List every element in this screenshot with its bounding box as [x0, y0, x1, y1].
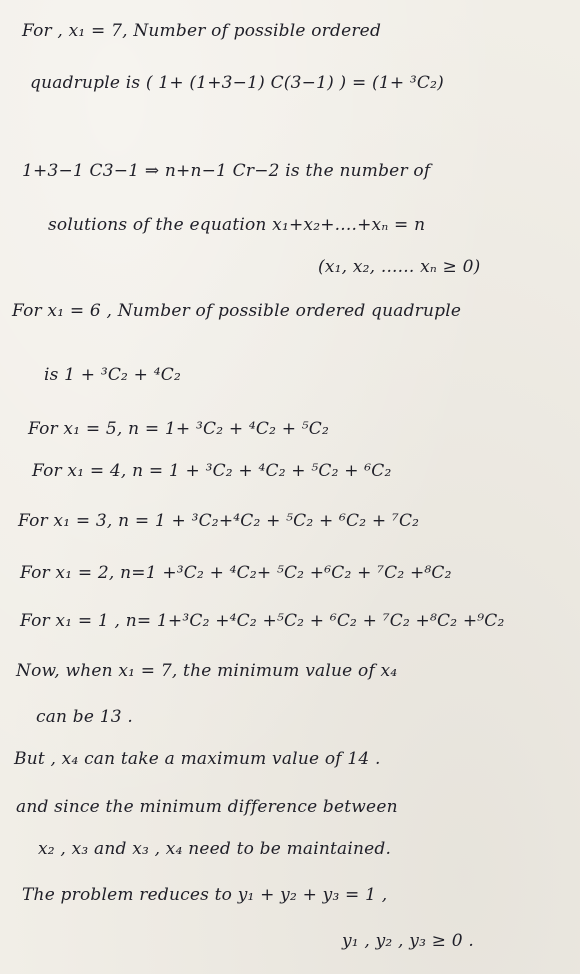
- note-line-8: For x₁ = 5, n = 1+ ³C₂ + ⁴C₂ + ⁵C₂: [28, 419, 329, 439]
- note-line-19: y₁ , y₂ , y₃ ≥ 0 .: [342, 931, 474, 951]
- note-line-2: quadruple is ( 1+ (1+3−1) C(3−1) ) = (1+ ³C₂): [30, 73, 444, 93]
- note-line-12: For x₁ = 1 , n= 1+³C₂ +⁴C₂ +⁵C₂ + ⁶C₂ + ⁷C₂ +⁸C₂ +⁹C₂: [20, 611, 505, 631]
- note-line-6: For x₁ = 6 , Number of possible ordered quadruple: [12, 301, 462, 321]
- note-line-14: can be 13 .: [36, 707, 133, 727]
- note-line-16: and since the minimum difference between: [16, 797, 398, 817]
- note-line-1: For , x₁ = 7, Number of possible ordered: [22, 21, 382, 41]
- note-line-15: But , x₄ can take a maximum value of 14 .: [14, 749, 381, 769]
- note-line-9: For x₁ = 4, n = 1 + ³C₂ + ⁴C₂ + ⁵C₂ + ⁶C₂: [32, 461, 392, 481]
- note-line-18: The problem reduces to y₁ + y₂ + y₃ = 1 ,: [22, 885, 388, 905]
- note-line-7: is 1 + ³C₂ + ⁴C₂: [44, 365, 181, 385]
- note-line-10: For x₁ = 3, n = 1 + ³C₂+⁴C₂ + ⁵C₂ + ⁶C₂ + ⁷C₂: [18, 511, 420, 531]
- note-line-5: (x₁, x₂, ...... xₙ ≥ 0): [318, 257, 481, 277]
- note-line-4: solutions of the equation x₁+x₂+....+xₙ = n: [48, 215, 426, 235]
- note-line-17: x₂ , x₃ and x₃ , x₄ need to be maintained.: [38, 839, 392, 859]
- note-line-3: 1+3−1 C3−1 ⇒ n+n−1 Cr−2 is the number of: [22, 161, 431, 181]
- note-line-11: For x₁ = 2, n=1 +³C₂ + ⁴C₂+ ⁵C₂ +⁶C₂ + ⁷C₂ +⁸C₂: [20, 563, 452, 583]
- note-line-13: Now, when x₁ = 7, the minimum value of x₄: [16, 661, 398, 681]
